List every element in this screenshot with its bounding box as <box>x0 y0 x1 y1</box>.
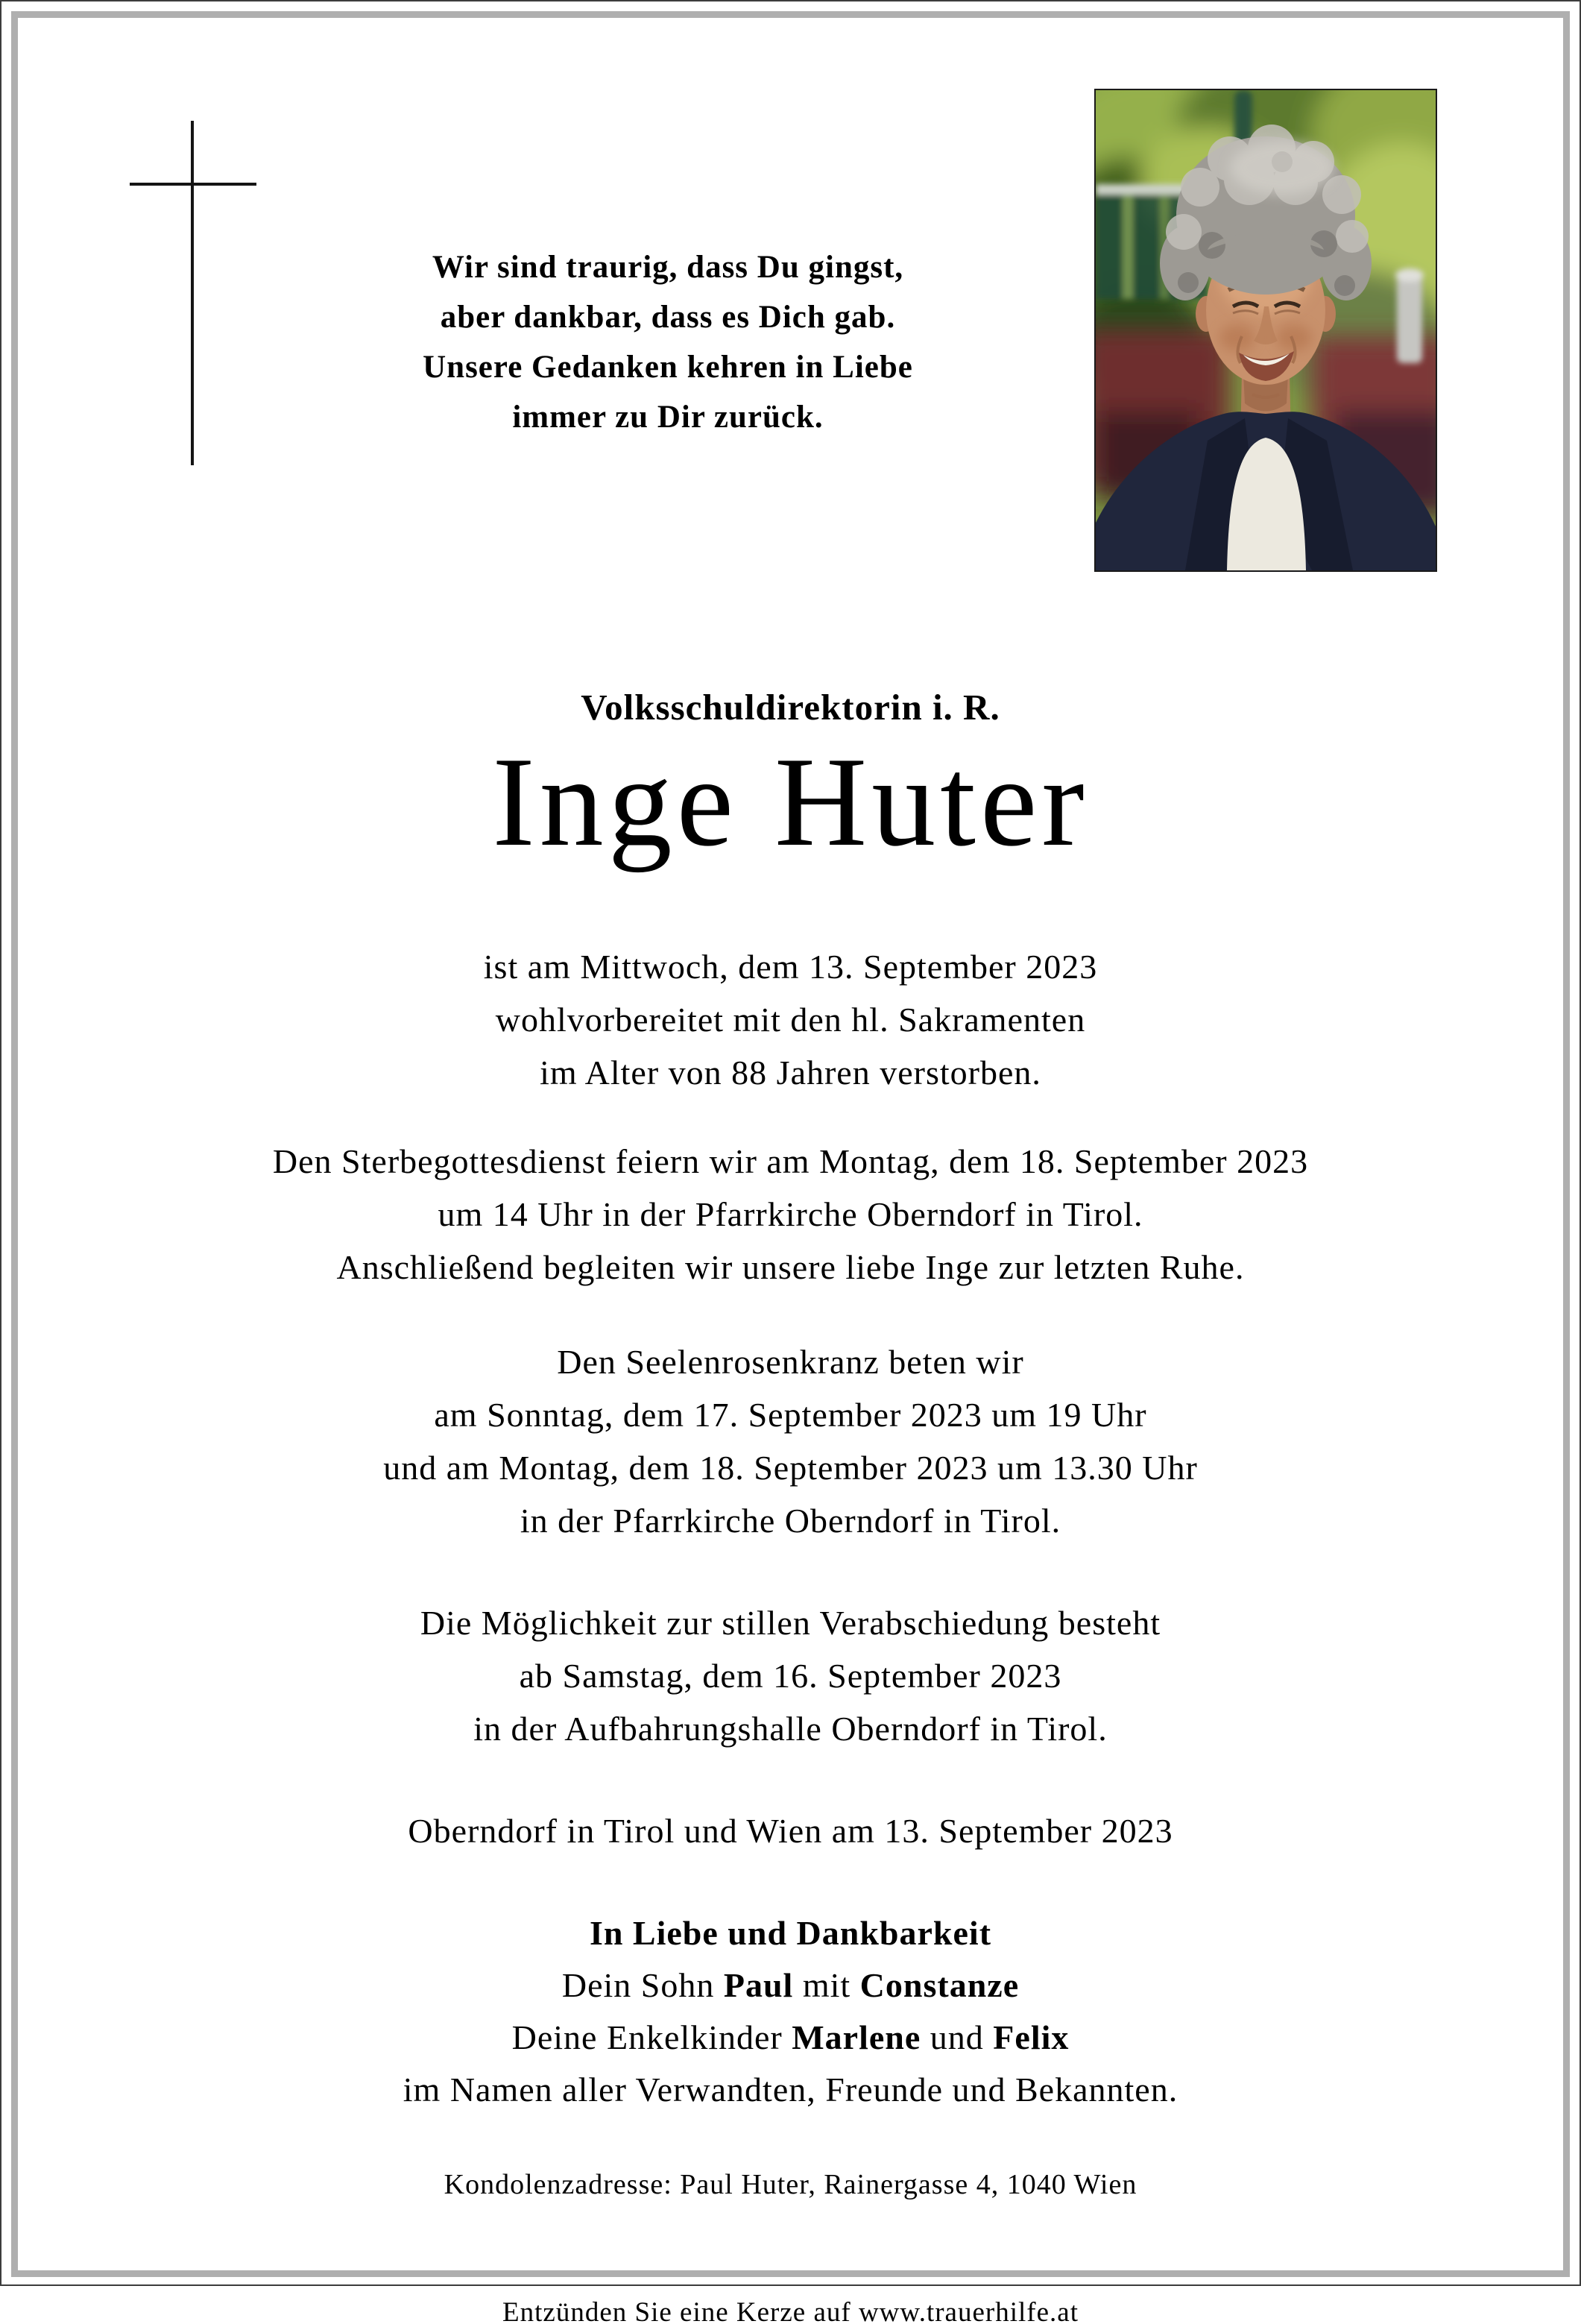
son-line-pre: Dein Sohn <box>561 1966 724 2004</box>
grandchild-name: Marlene <box>792 2018 921 2056</box>
daughter-in-law-name: Constanze <box>859 1966 1020 2004</box>
quote-line: Wir sind traurig, dass Du gingst, <box>432 250 904 285</box>
family-grandchildren-line <box>18 2012 1563 2064</box>
family-son-line <box>18 1959 1563 2012</box>
son-line-mid: mit <box>793 1966 860 2004</box>
quote-line: aber dankbar, dass es Dich gab. <box>440 300 896 335</box>
grandchildren-line-pre: Deine Enkelkinder <box>511 2018 792 2056</box>
rosary-line: und am Montag, dem 18. September 2023 um 13.30 Uhr <box>383 1449 1198 1487</box>
funeral-service-line: Anschließend begleiten wir unsere liebe Inge zur letzten Ruhe. <box>336 1248 1245 1286</box>
funeral-service-line: um 14 Uhr in der Pfarrkirche Oberndorf in Tirol. <box>438 1195 1143 1233</box>
death-notice-line: im Alter von 88 Jahren verstorben. <box>540 1054 1041 1092</box>
rosary-line: am Sonntag, dem 17. September 2023 um 19 Uhr <box>434 1396 1147 1434</box>
cross-horizontal-bar <box>130 183 256 186</box>
quote-line: Unsere Gedanken kehren in Liebe <box>423 350 913 385</box>
death-notice-line: wohlvorbereitet mit den hl. Sakramenten <box>495 1001 1086 1039</box>
portrait-illustration <box>1096 90 1436 570</box>
family-signature <box>18 1907 1563 2116</box>
death-notice-paragraph <box>18 940 1563 1099</box>
portrait-photo <box>1094 89 1437 572</box>
family-closing-line: im Namen aller Verwandten, Freunde und Bekannten. <box>403 2070 1178 2109</box>
quote-line: immer zu Dir zurück. <box>512 400 824 435</box>
rosary-line: Den Seelenrosenkranz beten wir <box>557 1343 1024 1381</box>
death-notice-line: ist am Mittwoch, dem 13. September 2023 <box>483 948 1098 986</box>
funeral-service-paragraph <box>18 1135 1563 1294</box>
son-name: Paul <box>723 1966 794 2004</box>
deceased-title: Volksschuldirektorin i. R. <box>581 687 1000 728</box>
condolence-address-line: Kondolenzadresse: Paul Huter, Rainergasse 4, 1040 Wien <box>444 2169 1137 2200</box>
rosary-paragraph <box>18 1335 1563 1547</box>
viewing-line: Die Möglichkeit zur stillen Verabschiedung besteht <box>420 1604 1161 1642</box>
viewing-line: ab Samstag, dem 16. September 2023 <box>519 1657 1062 1695</box>
rosary-line: in der Pfarrkirche Oberndorf in Tirol. <box>520 1502 1061 1540</box>
deceased-name: Inge Huter <box>492 731 1089 873</box>
viewing-paragraph <box>18 1596 1563 1755</box>
grandchildren-line-mid: und <box>921 2018 994 2056</box>
grandchild-name: Felix <box>993 2018 1070 2056</box>
light-candle-link[interactable]: Entzünden Sie eine Kerze auf www.trauerhilfe.at <box>502 2297 1079 2324</box>
viewing-line: in der Aufbahrungshalle Oberndorf in Tirol. <box>473 1710 1108 1748</box>
family-heading: In Liebe und Dankbarkeit <box>589 1914 992 1952</box>
place-date-line: Oberndorf in Tirol und Wien am 13. September 2023 <box>408 1812 1173 1850</box>
funeral-service-line: Den Sterbegottesdienst feiern wir am Montag, dem 18. September 2023 <box>272 1142 1309 1180</box>
